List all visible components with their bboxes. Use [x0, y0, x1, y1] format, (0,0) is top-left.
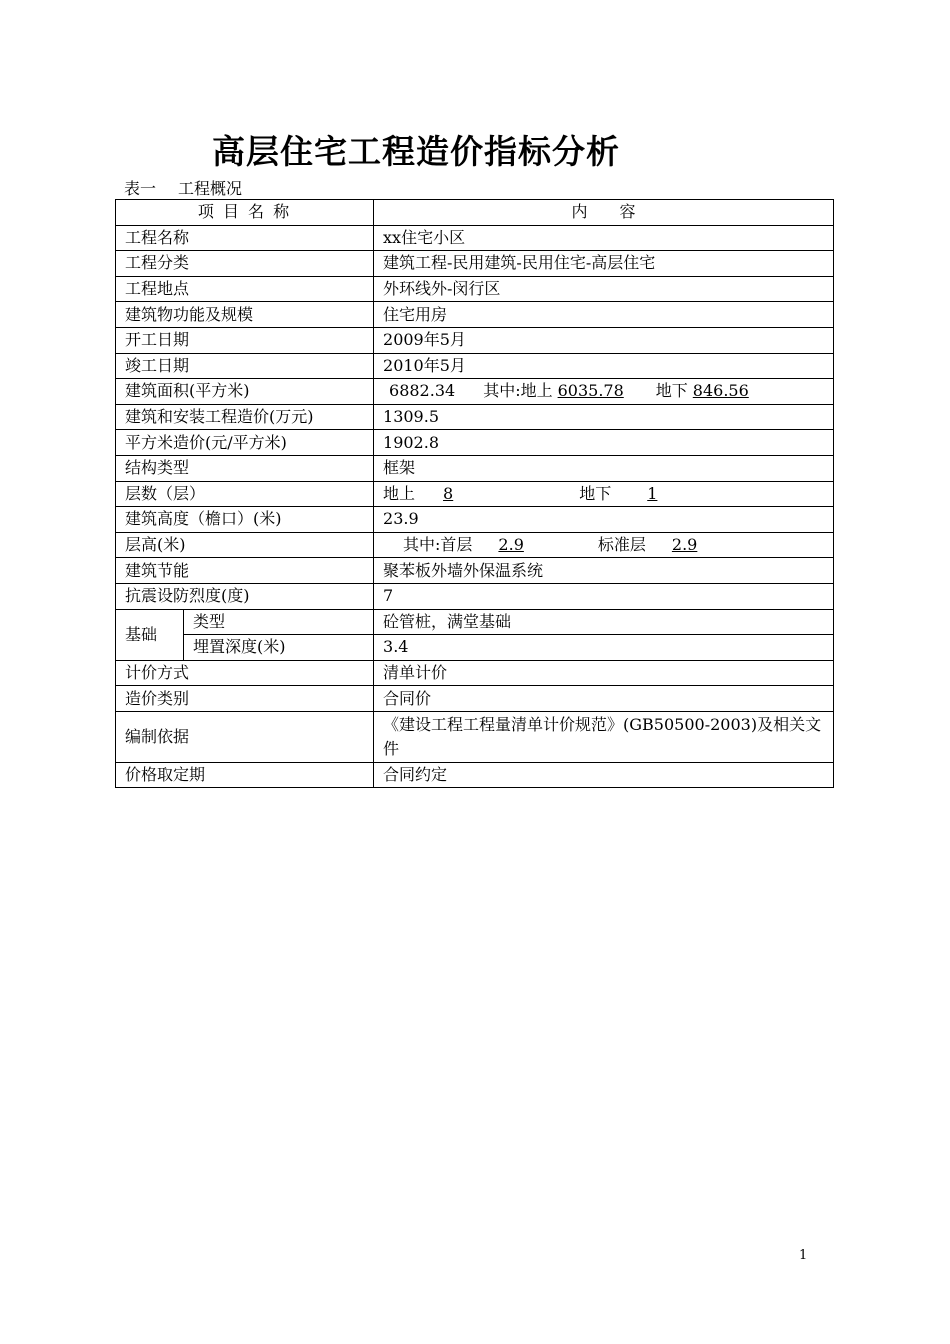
row-label: 工程地点: [116, 276, 374, 302]
row-label: 建筑面积(平方米): [116, 379, 374, 405]
row-value: 1309.5: [374, 404, 834, 430]
table-row: [116, 302, 834, 328]
header-content: 内 容: [374, 200, 834, 226]
table-row: [116, 507, 834, 533]
row-label: 计价方式: [116, 660, 374, 686]
row-value-floors: [374, 481, 834, 507]
area-below-value: 846.56: [692, 381, 749, 401]
table-row: [116, 430, 834, 456]
row-label: 价格取定期: [116, 762, 374, 788]
project-overview-table: [115, 199, 834, 788]
table-row: [116, 251, 834, 277]
row-label: 建筑高度（檐口）(米): [116, 507, 374, 533]
floors-above-value: 8: [443, 483, 454, 503]
foundation-type-value: 砼管桩，满堂基础: [374, 609, 834, 635]
table-row: [116, 686, 834, 712]
page-number: 1: [799, 1248, 808, 1263]
row-label: 平方米造价(元/平方米): [116, 430, 374, 456]
row-value: 合同价: [374, 686, 834, 712]
table-caption-name: 工程概况: [178, 179, 243, 198]
row-label: 建筑节能: [116, 558, 374, 584]
floors-below-label: 地下: [579, 483, 612, 503]
row-value: 2009年5月: [374, 327, 834, 353]
row-label: 抗震设防烈度(度): [116, 583, 374, 609]
floor-height-first-value: 2.9: [498, 535, 524, 555]
foundation-label: 基础: [116, 609, 184, 660]
table-row: [116, 532, 834, 558]
row-value: 合同约定: [374, 762, 834, 788]
row-label: 建筑和安装工程造价(万元): [116, 404, 374, 430]
row-label: 结构类型: [116, 455, 374, 481]
row-value: 建筑工程-民用建筑-民用住宅-高层住宅: [374, 251, 834, 277]
area-below-label: 地下: [655, 381, 688, 401]
header-item: 项 目 名 称: [116, 200, 374, 226]
table-row: [116, 481, 834, 507]
table-row: [116, 711, 834, 762]
row-label: 工程分类: [116, 251, 374, 277]
row-label: 造价类别: [116, 686, 374, 712]
row-value: xx住宅小区: [374, 225, 834, 251]
row-value-floor-height: [374, 532, 834, 558]
table-row: [116, 583, 834, 609]
table-row: [116, 327, 834, 353]
table-row: [116, 558, 834, 584]
floors-above-label: 地上: [383, 483, 416, 503]
area-above-label: 其中:地上: [483, 381, 553, 401]
foundation-depth-label: 埋置深度(米): [184, 635, 374, 661]
table-row: [116, 635, 834, 661]
row-label: 工程名称: [116, 225, 374, 251]
row-label: 竣工日期: [116, 353, 374, 379]
row-value-area: [374, 379, 834, 405]
floors-below-value: 1: [647, 483, 658, 503]
row-value: 清单计价: [374, 660, 834, 686]
table-row: [116, 404, 834, 430]
row-value: 《建设工程工程量清单计价规范》(GB50500-2003)及相关文件: [374, 711, 834, 762]
table-row: [116, 379, 834, 405]
table-row: [116, 276, 834, 302]
row-label: 开工日期: [116, 327, 374, 353]
table-caption-label: 表一: [124, 179, 157, 198]
area-above-value: 6035.78: [557, 381, 624, 401]
row-value: 外环线外-闵行区: [374, 276, 834, 302]
floor-height-standard-label: 标准层: [597, 535, 646, 555]
table-row: [116, 660, 834, 686]
row-value: 住宅用房: [374, 302, 834, 328]
row-value: 框架: [374, 455, 834, 481]
table-row: [116, 225, 834, 251]
row-label: 建筑物功能及规模: [116, 302, 374, 328]
table-row: [116, 455, 834, 481]
area-total: 6882.34: [389, 381, 456, 401]
document-title: 高层住宅工程造价指标分析: [212, 132, 620, 171]
foundation-depth-value: 3.4: [374, 635, 834, 661]
row-value: 23.9: [374, 507, 834, 533]
row-value: 7: [374, 583, 834, 609]
table-row: [116, 353, 834, 379]
table-row: [116, 609, 834, 635]
table-caption: [124, 176, 242, 199]
row-label: 编制依据: [116, 711, 374, 762]
floor-height-first-label: 其中:首层: [403, 535, 473, 555]
row-value: 聚苯板外墙外保温系统: [374, 558, 834, 584]
row-value: 1902.8: [374, 430, 834, 456]
row-label: 层数（层）: [116, 481, 374, 507]
table-header-row: [116, 200, 834, 226]
row-value: 2010年5月: [374, 353, 834, 379]
table-row: [116, 762, 834, 788]
row-label: 层高(米): [116, 532, 374, 558]
floor-height-standard-value: 2.9: [671, 535, 698, 555]
foundation-type-label: 类型: [184, 609, 374, 635]
